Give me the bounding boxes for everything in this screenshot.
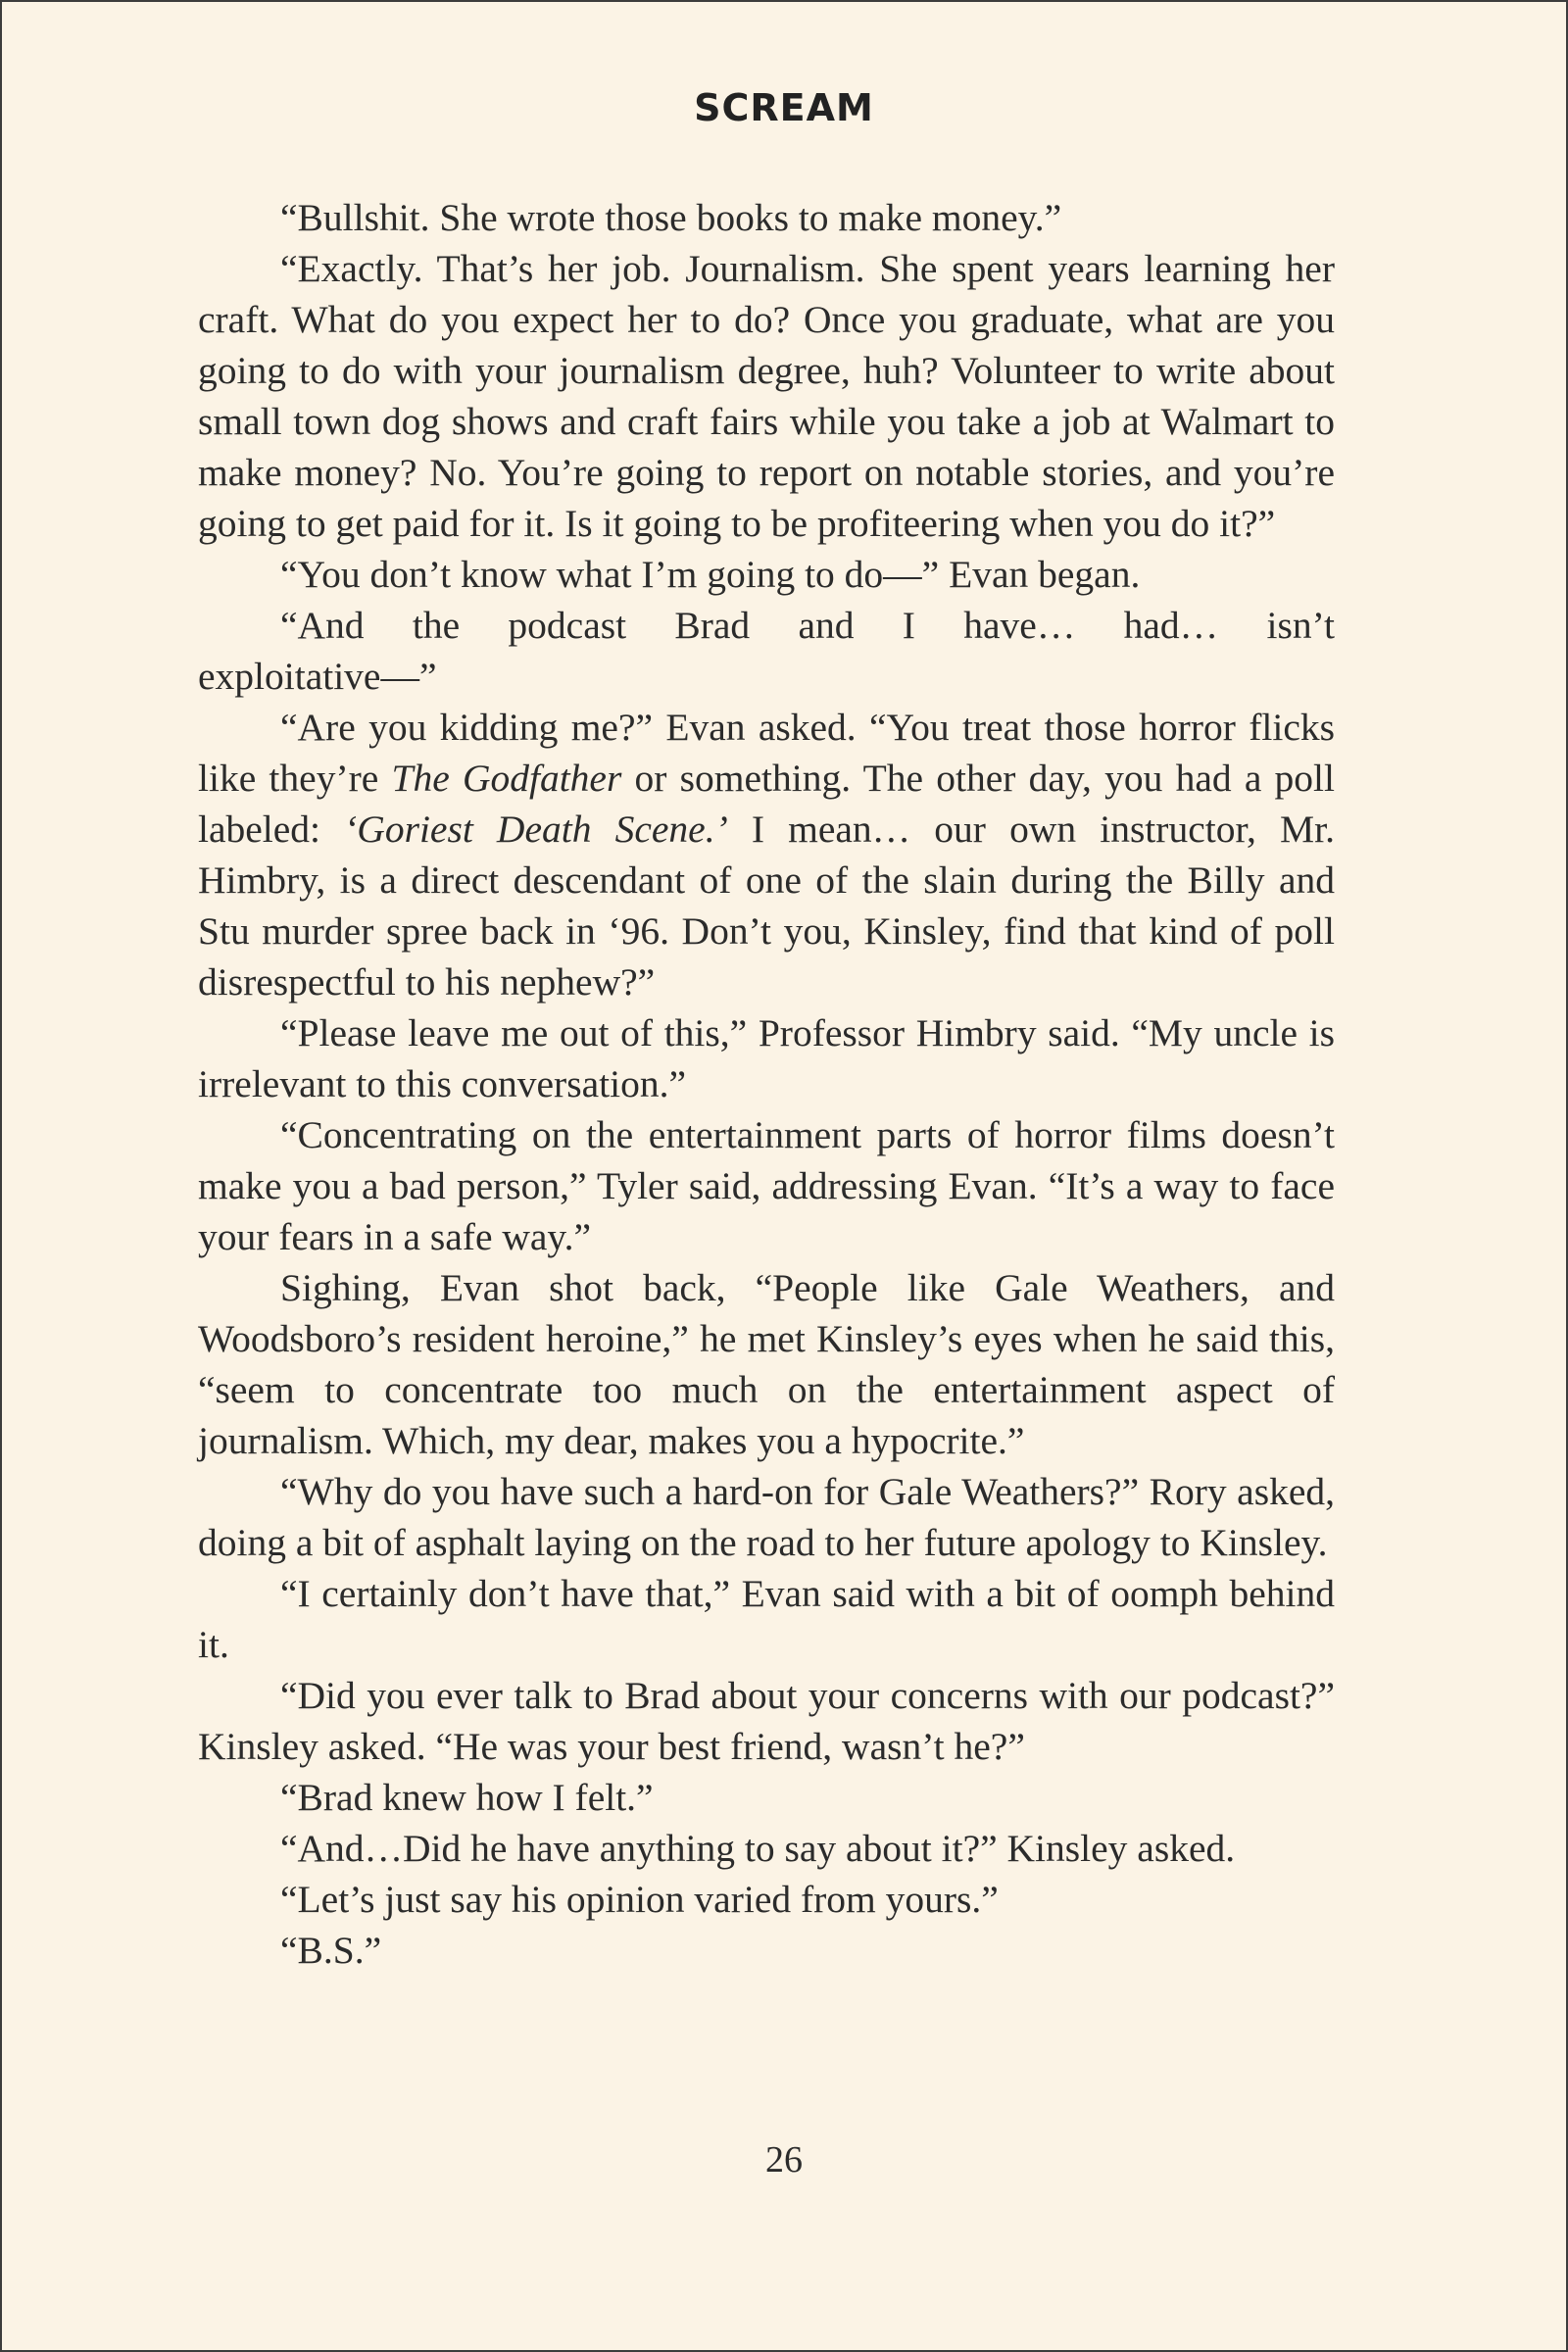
paragraph [198,702,1335,1007]
paragraph: “And…Did he have anything to say about it?” Kinsley asked. [280,1827,1236,1870]
paragraph: “Bullshit. She wrote those books to make money.” [280,196,1062,239]
text-segment: I mean… our own instructor, Mr. Himbry, is a direct descendant of one of the slain during the Billy and Stu murder spree back in ‘96. Don’t you, Kinsley, find that kind of poll disrespectful to his nephew?” [198,808,1335,1004]
page-number: 26 [765,2139,803,2180]
text-segment: or something. The other day, you had a poll labeled: [198,757,1336,851]
paragraph: “You don’t know what I’m going to do—” Evan began. [280,553,1141,596]
paragraph: “Why do you have such a hard-on for Gale Weathers?” Rory asked, doing a bit of asphalt laying on the road to her future apology to Kinsley. [198,1470,1335,1564]
paragraph: “B.S.” [280,1929,382,1972]
paragraph: “Brad knew how I felt.” [280,1776,654,1819]
paragraph: “I certainly don’t have that,” Evan said with a bit of oomph behind it. [198,1572,1335,1666]
paragraph: “Please leave me out of this,” Professor Himbry said. “My uncle is irrelevant to this conversation.” [198,1011,1335,1105]
paragraph: “Let’s just say his opinion varied from yours.” [280,1878,999,1921]
text-segment: “Are you kidding me?” Evan asked. “You treat those horror flicks like they’re [198,706,1335,800]
body-text [198,192,1335,1976]
paragraph: “Did you ever talk to Brad about your concerns with our podcast?” Kinsley asked. “He was your best friend, wasn’t he?” [198,1674,1335,1768]
paragraph: “Exactly. That’s her job. Journalism. She spent years learning her craft. What do you expect her to do? Once you graduate, what are you going to do with your journalism degree, huh? Volunteer to write about small town dog shows and craft fairs while you take a job at Walmart to make money? No. You’re going to report on notable stories, and you’re going to get paid for it. Is it going to be profiteering when you do it?” [198,247,1335,545]
paragraph: “Concentrating on the entertainment parts of horror films doesn’t make you a bad person,” Tyler said, addressing Evan. “It’s a way to face your fears in a safe way.” [198,1113,1335,1258]
paragraph-continuation: exploitative—” [198,655,437,698]
paragraph: “And the podcast Brad and I have… had… isn’t [280,604,1335,647]
film-title: The Godfather [391,757,622,800]
running-header: SCREAM [694,86,874,129]
poll-title: ‘Goriest Death Scene.’ [344,808,728,851]
paragraph: Sighing, Evan shot back, “People like Gale Weathers, and Woodsboro’s resident heroine,” he met Kinsley’s eyes when he said this, “seem to concentrate too much on the entertainment aspect of journalism. Which, my dear, makes you a hypocrite.” [198,1266,1335,1462]
